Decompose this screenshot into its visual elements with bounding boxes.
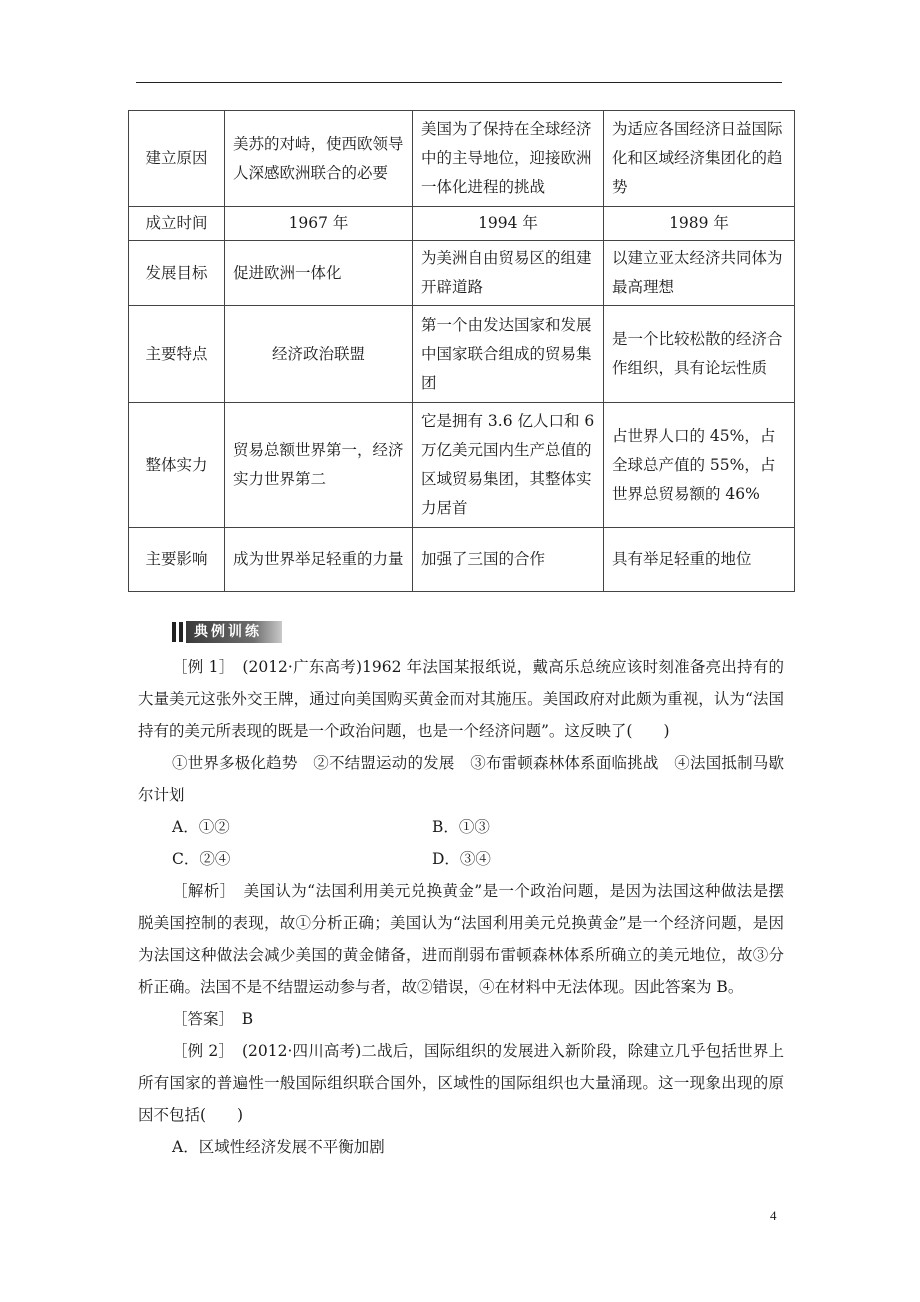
section-title-label: 典例训练 [186,621,282,643]
example1-analysis: ［解析］ 美国认为“法国利用美元兑换黄金”是一个政治问题，是因为法国这种做法是摆脱美国控制的表现，故①分析正确；美国认为“法国利用美元兑换黄金”是一个经济问题，是因为法国这种做法会减少美国的黄金储备，进而削弱布雷顿森林体系所确立的美元地位，故③分析正确。法国不是不结盟运动参与者，故②错误，④在材料中无法体现。因此答案为 B。 [138,882,784,996]
table-cell: 1967 年 [225,207,413,241]
table-cell: 经济政治联盟 [225,306,413,403]
example1-options-row2 [138,843,784,875]
example2-option-a: A．区域性经济发展不平衡加剧 [172,1138,385,1156]
row-label: 主要影响 [129,528,225,592]
table-cell: 占世界人口的 45%，占全球总产值的 55%，占世界总贸易额的 46% [604,403,795,528]
table-cell: 成为世界举足轻重的力量 [225,528,413,592]
option-b: B．①③ [432,818,490,836]
table-cell: 1994 年 [413,207,604,241]
table-cell: 1989 年 [604,207,795,241]
table-cell: 美国为了保持在全球经济中的主导地位，迎接欧洲一体化进程的挑战 [413,111,604,207]
page-number: 4 [770,1208,777,1223]
table-cell: 为美洲自由贸易区的组建开辟道路 [413,241,604,306]
row-label: 成立时间 [129,207,225,241]
table-cell: 贸易总额世界第一，经济实力世界第二 [225,403,413,528]
example1-options-row1 [138,811,784,843]
option-a: A．①② [172,818,230,836]
option-d: D．③④ [432,850,491,868]
table-row [129,306,795,403]
row-label: 建立原因 [129,111,225,207]
row-label: 主要特点 [129,306,225,403]
section-bar-icon [179,622,183,642]
row-label: 发展目标 [129,241,225,306]
header-rule [136,82,782,83]
table-row [129,207,795,241]
table-cell: 具有举足轻重的地位 [604,528,795,592]
example1-answer: ［答案］ B [172,1010,254,1028]
example1-statements: ①世界多极化趋势 ②不结盟运动的发展 ③布雷顿森林体系面临挑战 ④法国抵制马歇尔计划 [138,754,784,804]
table-cell: 它是拥有 3.6 亿人口和 6 万亿美元国内生产总值的区域贸易集团，其整体实力居首 [413,403,604,528]
table-cell: 加强了三国的合作 [413,528,604,592]
table-cell: 是一个比较松散的经济合作组织，具有论坛性质 [604,306,795,403]
comparison-table [128,110,795,592]
table-row [129,111,795,207]
example2-question: ［例 2］ (2012·四川高考)二战后，国际组织的发展进入新阶段，除建立几乎包括世界上所有国家的普遍性一般国际组织联合国外，区域性的国际组织也大量涌现。这一现象出现的原因不包括( ) [138,1042,784,1124]
row-label: 整体实力 [129,403,225,528]
table-cell: 第一个由发达国家和发展中国家联合组成的贸易集团 [413,306,604,403]
section-title [172,621,280,643]
table-cell: 以建立亚太经济共同体为最高理想 [604,241,795,306]
table-row [129,528,795,592]
example1-question: ［例 1］ (2012·广东高考)1962 年法国某报纸说，戴高乐总统应该时刻准备亮出持有的大量美元这张外交王牌，通过向美国购买黄金而对其施压。美国政府对此颇为重视，认为“法国持有的美元所表现的既是一个政治问题，也是一个经济问题”。这反映了( ) [138,658,784,740]
table-row [129,403,795,528]
exercise-content [138,651,784,1163]
option-c: C．②④ [172,850,231,868]
table-cell: 美苏的对峙，使西欧领导人深感欧洲联合的必要 [225,111,413,207]
section-bar-icon [172,622,176,642]
table-row [129,241,795,306]
table-cell: 促进欧洲一体化 [225,241,413,306]
table-cell: 为适应各国经济日益国际化和区域经济集团化的趋势 [604,111,795,207]
